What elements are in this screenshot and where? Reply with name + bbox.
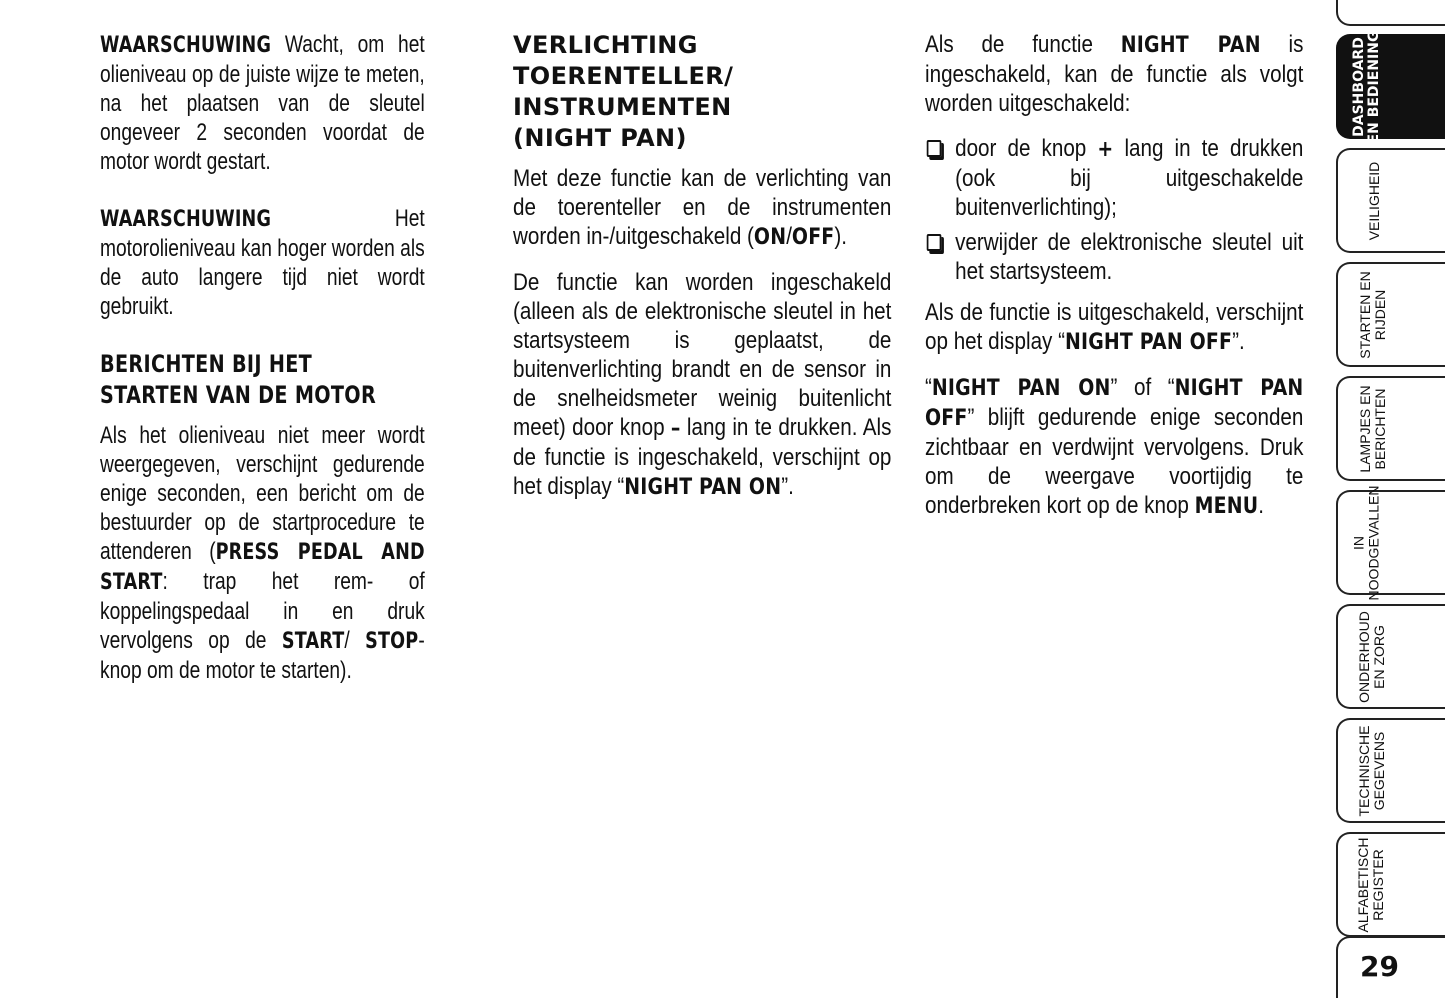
column-left <box>100 30 478 701</box>
checkbox-bullet-icon <box>927 234 942 251</box>
paragraph-night-pan-intro: Met deze functie kan de verlichting van de toerenteller en de instrumenten worden in-/uitgeschakeld (ON/OFF). <box>513 165 892 250</box>
column-right <box>925 30 1303 537</box>
tab-alfabetisch-register[interactable]: ALFABETISCH REGISTER <box>1336 832 1445 937</box>
tab-lampjes-en-berichten[interactable]: LAMPJES EN BERICHTEN <box>1336 376 1445 481</box>
section-heading-night-pan: VERLICHTING TOERENTELLER/ INSTRUMENTEN (NIGHT PAN) <box>513 31 734 152</box>
paragraph-night-pan-enable: De functie kan worden ingeschakeld (alleen als de elektronische sleutel in het startsysteem is geplaatst, de buitenverlichting brandt en de sensor in de snelheidsmeter weinig buitenlicht meet) door knop – lang in te drukken. Als de functie is ingeschakeld, verschijnt op het display “NIGHT PAN ON”. <box>513 269 892 500</box>
page-number: 29 <box>1336 936 1445 998</box>
tab-onderhoud-en-zorg[interactable]: ONDERHOUD EN ZORG <box>1336 604 1445 709</box>
section-heading-start-messages: BERICHTEN BIJ HET STARTEN VAN DE MOTOR <box>100 350 377 409</box>
tab-dashboard[interactable]: DASHBOARD EN BEDIENING <box>1336 34 1445 139</box>
tab-top-cap <box>1336 0 1445 26</box>
tab-starten-en-rijden[interactable]: STARTEN EN RIJDEN <box>1336 262 1445 367</box>
paragraph-night-pan-off: Als de functie is uitgeschakeld, verschijnt op het display “NIGHT PAN OFF”. <box>925 299 1304 355</box>
list-item: verwijder de elektronische sleutel uit het startsysteem. <box>925 228 1303 286</box>
paragraph-night-pan-display: “NIGHT PAN ON” of “NIGHT PAN OFF” blijft gedurende enige seconden zichtbaar en verdwijnt vervolgens. Druk om de weergave voortijdig te onderbreken kort op de knop MENU. <box>925 374 1304 519</box>
list-item: door de knop + lang in te drukken (ook bij uitgeschakelde buitenverlichting); <box>925 134 1303 222</box>
bullet-list <box>925 134 1303 286</box>
tab-veiligheid[interactable]: VEILIGHEID <box>1336 148 1445 253</box>
column-middle <box>513 30 891 518</box>
paragraph-start-procedure: Als het olieniveau niet meer wordt weergegeven, verschijnt gedurende enige seconden, een bericht om de bestuurder op de startprocedure te attenderen (PRESS PEDAL AND START: trap het rem- of koppelingspedaal in en druk vervolgens op de START/ STOP-knop om de motor te starten). <box>100 422 425 684</box>
warning-oil-level: WAARSCHUWING Het motorolieniveau kan hoger worden als de auto langere tijd niet wordt gebruikt. <box>100 205 425 320</box>
tab-in-noodgevallen[interactable]: IN NOODGEVALLEN <box>1336 490 1445 595</box>
paragraph-night-pan-disable: Als de functie NIGHT PAN is ingeschakeld, kan de functie als volgt worden uitgeschakeld: <box>925 31 1304 117</box>
warning-oil-measure: WAARSCHUWING Wacht, om het olieniveau op de juiste wijze te meten, na het plaatsen van de sleutel ongeveer 2 seconden voordat de motor wordt gestart. <box>100 31 425 175</box>
checkbox-bullet-icon <box>927 140 942 157</box>
chapter-tabs <box>1336 0 1445 998</box>
tab-technische-gegevens[interactable]: TECHNISCHE GEGEVENS <box>1336 718 1445 823</box>
